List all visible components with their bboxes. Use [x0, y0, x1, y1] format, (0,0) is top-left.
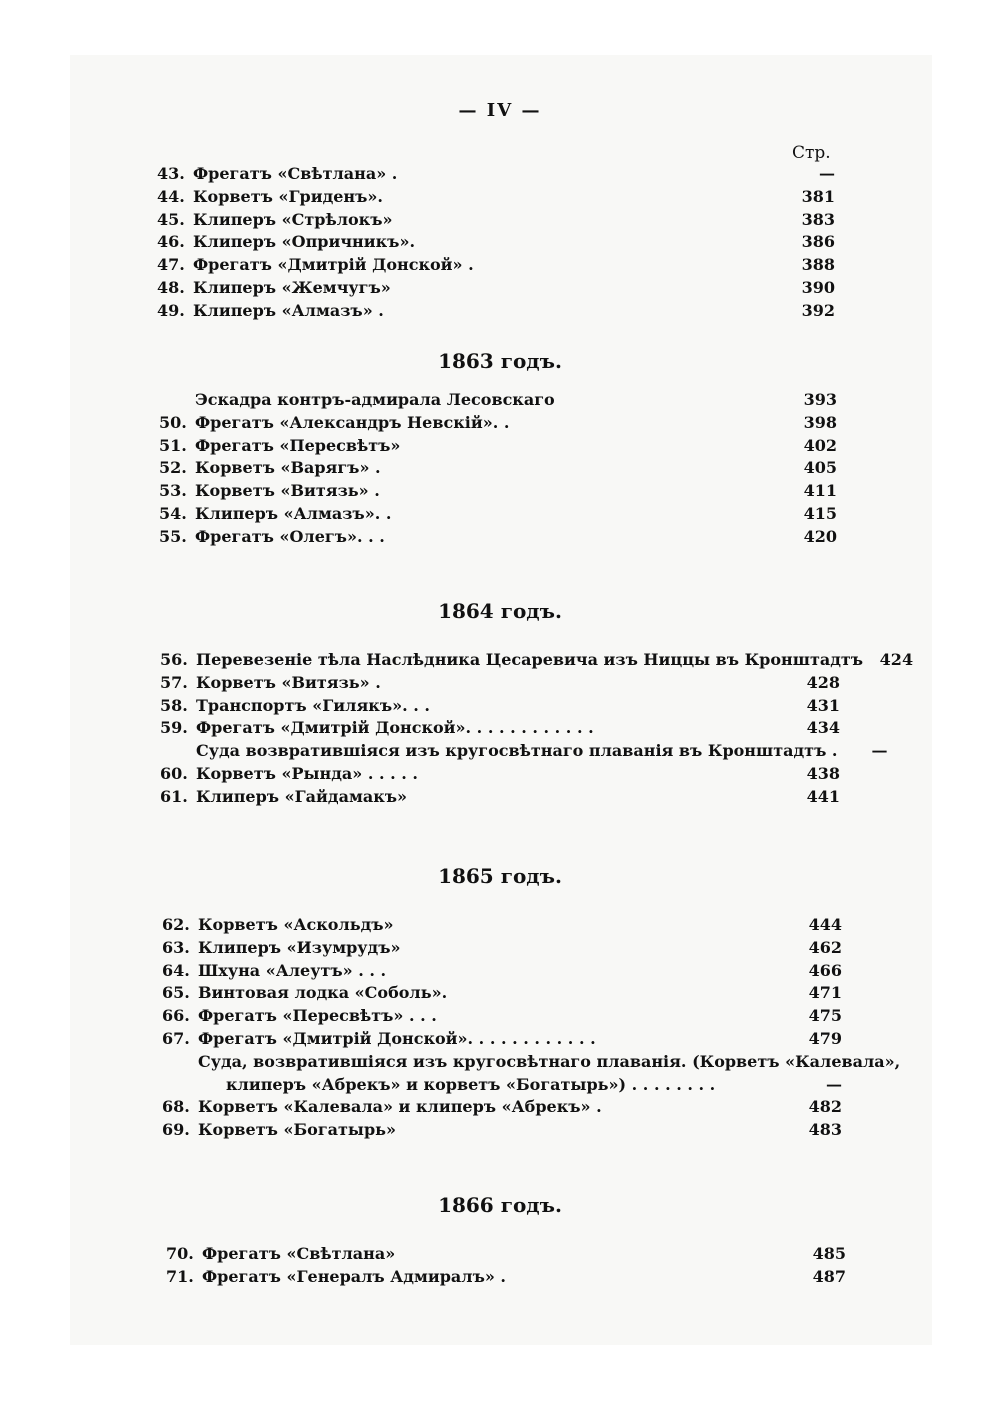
- entry-title: клиперъ «Абрекъ» и корветъ «Богатырь») . . . . . . . .: [226, 1074, 716, 1094]
- toc-entry: [160, 649, 914, 672]
- entry-title: Клиперъ «Алмазъ» .: [193, 300, 384, 320]
- toc-section: [0, 163, 1000, 323]
- toc-entry: [159, 526, 837, 549]
- toc-entry: [162, 914, 842, 937]
- entry-page: 424: [879, 650, 914, 669]
- entry-page: 420: [803, 526, 837, 546]
- entry-number: 61.: [160, 786, 188, 806]
- entry-title: Транспортъ «Гилякъ». . .: [196, 695, 430, 715]
- entry-title: Корветъ «Богатырь»: [198, 1120, 396, 1140]
- toc-entry: [159, 435, 837, 458]
- entry-number: 70.: [166, 1244, 194, 1263]
- entry-title: Фрегатъ «Дмитрій Донской». . . . . . . . . . . .: [196, 718, 594, 738]
- entry-number: 43.: [157, 164, 185, 183]
- entry-title: Фрегатъ «Пересвѣтъ»: [195, 435, 401, 455]
- entry-title: Корветъ «Витязь» .: [196, 672, 381, 692]
- entry-page: 398: [803, 412, 837, 432]
- entry-page: 475: [808, 1006, 842, 1026]
- entry-number: 44.: [157, 186, 185, 206]
- toc-entry: [162, 982, 842, 1005]
- entry-number: 55.: [159, 526, 187, 546]
- entry-title: Клиперъ «Жемчугъ»: [193, 277, 391, 297]
- toc-entry: [157, 300, 835, 323]
- toc-section-1866: [0, 1193, 1000, 1289]
- entry-title: Клиперъ «Изумрудъ»: [198, 937, 401, 957]
- toc-section-1865: [0, 864, 1000, 1142]
- entry-title: Корветъ «Гриденъ».: [193, 186, 383, 206]
- toc-entry: [159, 389, 837, 412]
- toc-entry: [162, 1096, 842, 1119]
- section-heading: 1863 годъ.: [438, 349, 562, 373]
- entry-page: 386: [801, 232, 835, 252]
- entry-page: —: [826, 1074, 842, 1094]
- entry-title: Шхуна «Алеутъ» . . .: [198, 960, 387, 980]
- pages-column-header: Стр.: [792, 143, 831, 163]
- toc-entry: [157, 209, 835, 232]
- entry-page: 388: [801, 255, 835, 275]
- entry-number: 53.: [159, 481, 187, 501]
- entry-number: 51.: [159, 435, 187, 455]
- entry-page: 405: [803, 458, 837, 478]
- toc-entry: [157, 254, 835, 277]
- entry-number: 65.: [162, 983, 190, 1003]
- entry-page: 487: [812, 1266, 846, 1286]
- entry-title: Фрегатъ «Дмитрій Донской» .: [193, 255, 474, 275]
- toc-entry: [160, 740, 888, 763]
- entry-title: Корветъ «Рында» . . . . .: [196, 763, 418, 783]
- entry-number: 47.: [157, 255, 185, 275]
- entry-title: Фрегатъ «Генералъ Адмиралъ» .: [202, 1266, 506, 1286]
- entry-page: 483: [808, 1120, 842, 1140]
- toc-list: [160, 649, 914, 809]
- entry-title: Фрегатъ «Олегъ». . .: [195, 526, 385, 546]
- toc-entry: [160, 763, 840, 786]
- toc-section-1863: [0, 349, 1000, 549]
- entry-page: 485: [812, 1244, 846, 1263]
- entry-page: 479: [808, 1028, 842, 1048]
- entry-title: Клиперъ «Алмазъ». .: [195, 503, 392, 523]
- entry-number: 45.: [157, 209, 185, 229]
- entry-title: Корветъ «Витязь» .: [195, 481, 380, 501]
- entry-page: 466: [808, 960, 842, 980]
- entry-title: Фрегатъ «Свѣтлана» .: [193, 164, 398, 183]
- entry-page: 428: [806, 672, 840, 692]
- entry-title: Суда возвратившіяся изъ кругосвѣтнаго плаванія въ Кронштадтъ .: [196, 741, 838, 761]
- entry-page: 390: [801, 277, 835, 297]
- entry-title: Клиперъ «Стрѣлокъ»: [193, 209, 393, 229]
- entry-number: 54.: [159, 503, 187, 523]
- entry-number: 62.: [162, 915, 190, 934]
- toc-entry: [166, 1243, 846, 1266]
- toc-entry: [166, 1266, 846, 1289]
- entry-title: Корветъ «Калевала» и клиперъ «Абрекъ» .: [198, 1097, 602, 1117]
- toc-entry: [159, 412, 837, 435]
- entry-number: 60.: [160, 763, 188, 783]
- toc-entry: [157, 277, 835, 300]
- entry-page: —: [819, 164, 835, 183]
- entry-number: 66.: [162, 1006, 190, 1026]
- entry-number: 69.: [162, 1120, 190, 1140]
- toc-entry: [162, 1119, 842, 1142]
- entry-page: 441: [806, 786, 840, 806]
- toc-section-1864: [0, 599, 1000, 809]
- section-heading: 1866 годъ.: [438, 1193, 562, 1217]
- entry-number: 46.: [157, 232, 185, 252]
- toc-entry: [160, 695, 840, 718]
- toc-entry: [162, 1028, 842, 1051]
- entry-title: Фрегатъ «Александръ Невскій». .: [195, 412, 510, 432]
- entry-page: 393: [803, 390, 837, 409]
- entry-number: 50.: [159, 412, 187, 432]
- entry-title: Корветъ «Аскольдъ»: [198, 915, 394, 934]
- entry-page: 402: [803, 435, 837, 455]
- entry-page: 415: [803, 503, 837, 523]
- toc-entry: [159, 503, 837, 526]
- entry-page: 434: [806, 718, 840, 738]
- entry-page: —: [871, 741, 888, 761]
- toc-entry: [160, 786, 840, 809]
- toc-entry: [160, 717, 840, 740]
- entry-number: 59.: [160, 718, 188, 738]
- toc-entry: [162, 937, 842, 960]
- entry-number: 64.: [162, 960, 190, 980]
- entry-title: Клиперъ «Опричникъ».: [193, 232, 416, 252]
- entry-page: 462: [808, 937, 842, 957]
- entry-number: 68.: [162, 1097, 190, 1117]
- entry-number: 58.: [160, 695, 188, 715]
- toc-list: [159, 389, 837, 549]
- toc-entry: [157, 186, 835, 209]
- entry-page: 383: [801, 209, 835, 229]
- entry-title: Эскадра контръ-адмирала Лесовскаго: [195, 390, 555, 409]
- toc-entry: [159, 480, 837, 503]
- toc-entry: [162, 960, 842, 983]
- toc-list: [157, 163, 835, 323]
- toc-entry: [162, 1074, 842, 1097]
- entry-number: 56.: [160, 650, 188, 669]
- entry-title: Фрегатъ «Дмитрій Донской». . . . . . . . . . . .: [198, 1028, 596, 1048]
- entry-number: 49.: [157, 300, 185, 320]
- entry-page: 482: [808, 1097, 842, 1117]
- entry-page: 471: [808, 983, 842, 1003]
- entry-page: 444: [808, 915, 842, 934]
- entry-number: 67.: [162, 1028, 190, 1048]
- entry-title: Фрегатъ «Пересвѣтъ» . . .: [198, 1006, 437, 1026]
- toc-list: [166, 1243, 846, 1289]
- entry-page: 411: [803, 481, 837, 501]
- page-number: — IV —: [458, 100, 542, 121]
- toc-entry: [157, 231, 835, 254]
- toc-entry: [162, 1005, 842, 1028]
- entry-title: Винтовая лодка «Соболь».: [198, 983, 448, 1003]
- entry-title: Перевезеніе тѣла Наслѣдника Цесаревича изъ Ниццы въ Кронштадтъ: [196, 650, 864, 669]
- entry-number: 71.: [166, 1266, 194, 1286]
- section-heading: 1865 годъ.: [438, 864, 562, 888]
- toc-entry: [159, 457, 837, 480]
- entry-number: 63.: [162, 937, 190, 957]
- toc-entry: [157, 163, 835, 186]
- entry-page: 392: [801, 300, 835, 320]
- entry-page: 381: [801, 186, 835, 206]
- entry-title: Суда, возвратившіяся изъ кругосвѣтнаго плаванія. (Корветъ «Калевала»,: [198, 1051, 901, 1071]
- toc-list: [162, 914, 901, 1142]
- section-heading: 1864 годъ.: [438, 599, 562, 623]
- toc-entry: [160, 672, 840, 695]
- entry-title: Корветъ «Варягъ» .: [195, 458, 381, 478]
- toc-entry: [162, 1051, 901, 1074]
- entry-number: 48.: [157, 277, 185, 297]
- entry-page: 431: [806, 695, 840, 715]
- entry-number: 57.: [160, 672, 188, 692]
- entry-page: 438: [806, 763, 840, 783]
- entry-number: 52.: [159, 458, 187, 478]
- entry-title: Клиперъ «Гайдамакъ»: [196, 786, 408, 806]
- entry-title: Фрегатъ «Свѣтлана»: [202, 1244, 396, 1263]
